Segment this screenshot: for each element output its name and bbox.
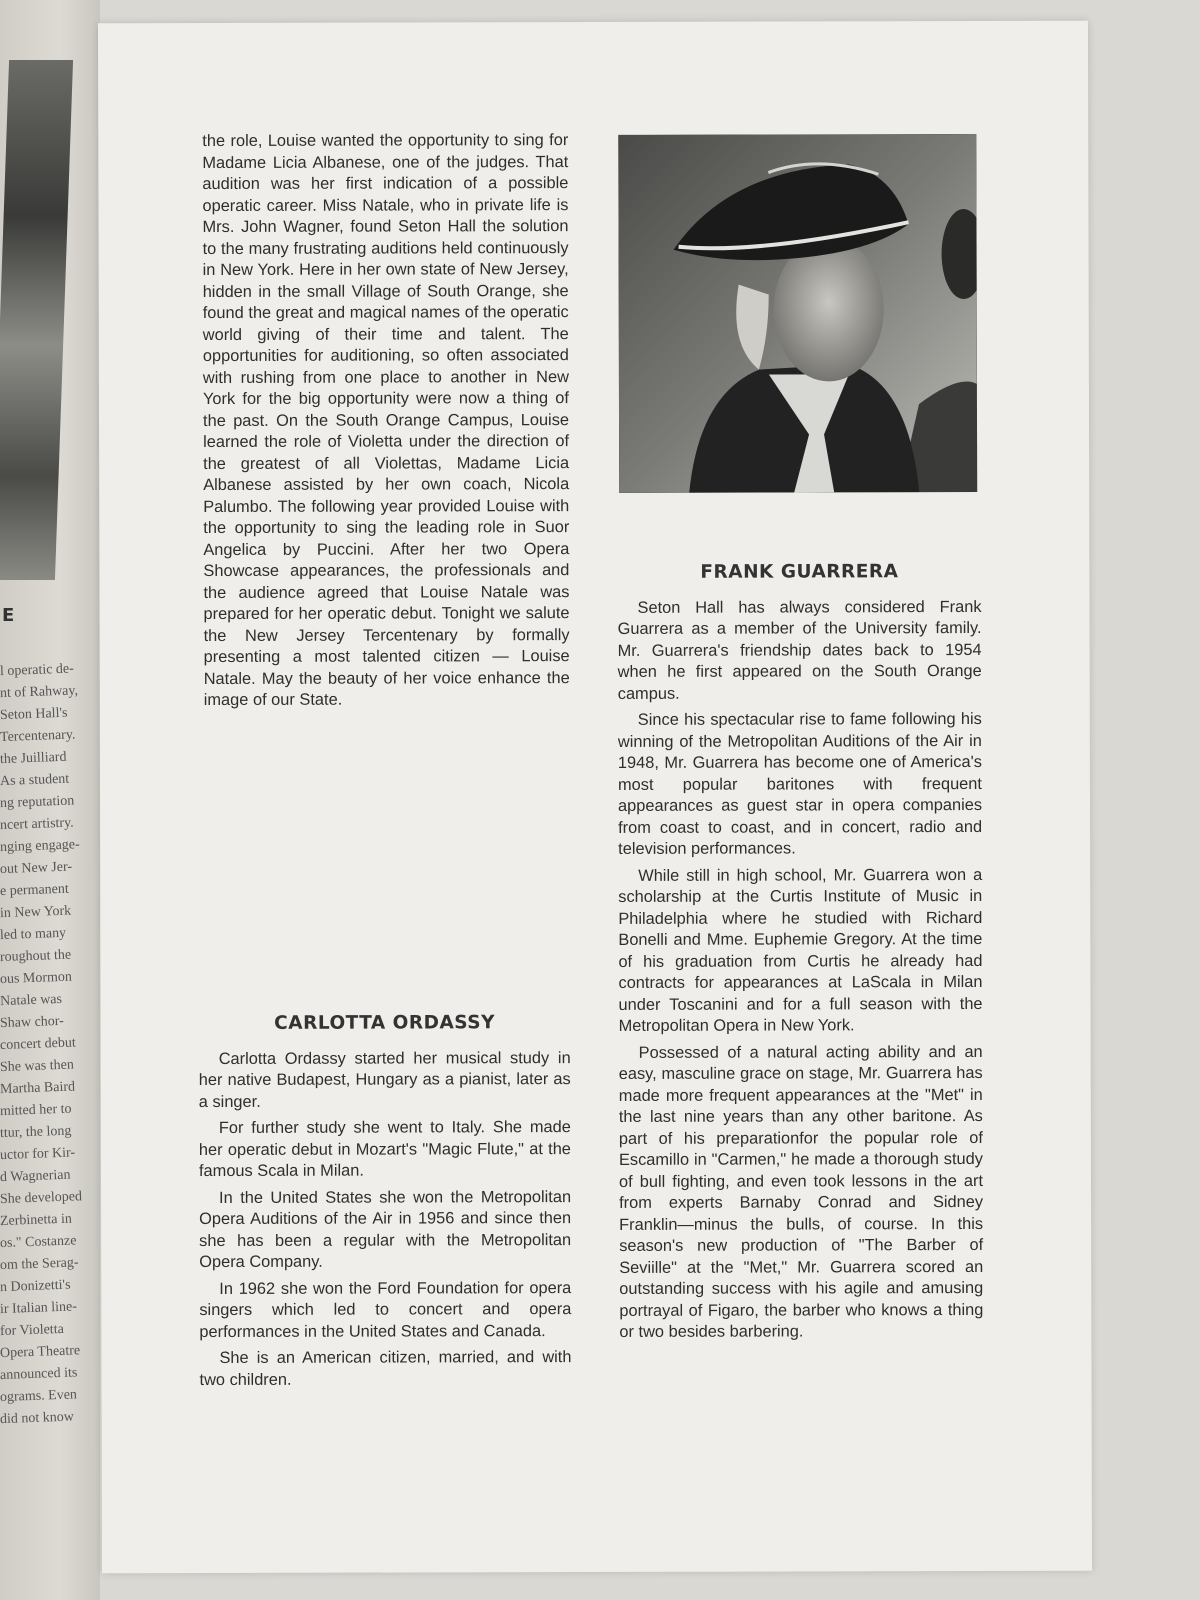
ordassy-bio (199, 1048, 572, 1391)
ordassy-paragraph: In 1962 she won the Ford Foundation for opera singers which led to concert and opera performances in the United States and Canada. (199, 1278, 572, 1341)
left-page-photo (0, 60, 73, 580)
ordassy-paragraph: She is an American citizen, married, and with two children. (199, 1348, 572, 1389)
guarrera-paragraph: While still in high school, Mr. Guarrera won a scholarship at the Curtis Institute of Music in Philadelphia where he studied with Richard Bonelli and Mme. Euphemie Gregory. At the time of his graduation from Curtis he already had contracts for appearances at LaScala in Milan under Toscanini and for a full season with the Metropolitan Opera in New York. (618, 865, 983, 1035)
guarrera-paragraph: Since his spectacular rise to fame following his winning of the Metropolitan Auditions of the Air in 1948, Mr. Guarrera has become one of America's most popular baritones with frequent appearances as guest star in opera companies from coast to coast, and in concert, radio and television performances. (617, 709, 983, 858)
guarrera-heading: FRANK GUARRERA (700, 561, 899, 583)
left-page-text-line: ncert artistry. (0, 815, 74, 834)
left-page-text-line: She was then (0, 1057, 75, 1076)
ordassy-paragraph: In the United States she won the Metropolitan Opera Auditions of the Air in 1956 and since then she has been a regular with the Metropolitan Opera Company. (199, 1187, 572, 1272)
left-page-text-line: As a student (0, 771, 70, 790)
guarrera-photo (618, 134, 977, 493)
left-page-text-line: Seton Hall's (0, 705, 68, 724)
left-page-text-line: nging engage- (0, 837, 80, 856)
left-page-text-line: ous Mormon (0, 969, 73, 988)
left-page-text-line: in New York (0, 903, 72, 922)
left-page-text-line: led to many (0, 925, 67, 944)
natale-bio-continued (202, 130, 570, 716)
left-page-text-line: uctor for Kir- (0, 1145, 76, 1164)
ordassy-paragraph: Carlotta Ordassy started her musical study in her native Budapest, Hungary as a pianist, later as a singer. (198, 1048, 571, 1111)
left-page-text-line: Zerbinetta in (0, 1211, 73, 1230)
left-page-text-line: d Wagnerian (0, 1167, 71, 1186)
left-page-text-line: announced its (0, 1365, 78, 1384)
left-page-text-line: n Donizetti's (0, 1277, 71, 1296)
left-page-text-line: Opera Theatre (0, 1343, 81, 1362)
left-page-text-line: ng reputation (0, 793, 75, 812)
left-page-text-line: nt of Rahway, (0, 683, 79, 702)
guarrera-section (617, 561, 983, 1348)
left-page-text-line: l operatic de- (0, 661, 75, 680)
left-page-text-line: Martha Baird (0, 1079, 76, 1098)
natale-paragraph: the role, Louise wanted the opportunity to sing for Madame Licia Albanese, one of the judges. That audition was her first indication of a possible operatic career. Miss Natale, who in private life is Mrs. John Wagner, found Seton Hall the solution to the many frustrating auditions held continuously in New York. Here in her own state of New Jersey, hidden in the small Village of South Orange, she found the great and magical names of the operatic world giving of their time and talent. The opportunities for auditioning, so often associated with rushing from one place to another in New York for the big opportunity were now a thing of the past. On the South Orange Campus, Louise learned the role of Violetta under the direction of the greatest of all Violettas, Madame Licia Albanese assisted by her own coach, Nicola Palumbo. The following year provided Louise with the opportunity to sing the leading role in Suor Angelica by Puccini. After her two Opera Showcase appearances, the professionals and the audience agreed that Louise Natale was prepared for her operatic debut. Tonight we salute the New Jersey Tercentenary by formally presenting a most talented citizen — Louise Natale. May the beauty of her voice enhance the image of our State. (202, 131, 570, 710)
left-page-text-line: e permanent (0, 881, 70, 900)
left-page-text-line: os." Costanze (0, 1233, 77, 1252)
left-page-text-line: out New Jer- (0, 859, 73, 878)
left-page-text-line: Shaw chor- (0, 1013, 65, 1032)
guarrera-paragraph: Possessed of a natural acting ability and an easy, masculine grace on stage, Mr. Guarrera has made more frequent appearances at the "Met" in the last nine years than any other baritone. As part of his preparationfor the popular role of Escamillo in "Carmen," he made a thorough study of bull fighting, and even took lessons in the art from experts Barnaby Conrad and Sidney Franklin—minus the bulls, of course. In this season's new production of "The Barber of Seviille" at the "Met," Mr. Guarrera scored an outstanding success with his agile and amusing portrayal of Figaro, the barber who knows a thing or two besides barbering. (618, 1042, 984, 1341)
left-page-text-line: mitted her to (0, 1101, 72, 1120)
left-page-text-line: Tercentenary. (0, 727, 76, 746)
left-page-text (0, 660, 83, 1430)
left-page-edge (0, 0, 100, 1600)
guarrera-paragraph: Seton Hall has always considered Frank Guarrera as a member of the University family. Mr. Guarrera's friendship dates back to 1954 when he first appeared on the South Orange campus. (617, 597, 982, 703)
program-page (98, 21, 1092, 1574)
guarrera-bio (617, 596, 983, 1343)
ordassy-paragraph: For further study she went to Italy. She made her operatic debut in Mozart's "Magic Flute," at the famous Scala in Milan. (198, 1118, 571, 1181)
left-page-heading-fragment: E (2, 605, 15, 626)
ordassy-section (199, 1012, 572, 1396)
left-page-text-line: ttur, the long (0, 1123, 72, 1142)
left-page-text-line: ograms. Even (0, 1387, 78, 1406)
left-page-text-line: for Violetta (0, 1321, 65, 1340)
left-page-text-line: ir Italian line- (0, 1299, 78, 1318)
left-page-text-line: concert debut (0, 1035, 77, 1054)
left-page-text-line: om the Serag- (0, 1255, 79, 1274)
left-page-text-line: the Juilliard (0, 749, 67, 768)
ordassy-heading: CARLOTTA ORDASSY (274, 1012, 496, 1034)
left-page-text-line: roughout the (0, 947, 72, 966)
left-page-text-line: She developed (0, 1189, 83, 1208)
left-page-text-line: Natale was (0, 991, 63, 1010)
left-page-text-line: did not know (0, 1409, 75, 1428)
